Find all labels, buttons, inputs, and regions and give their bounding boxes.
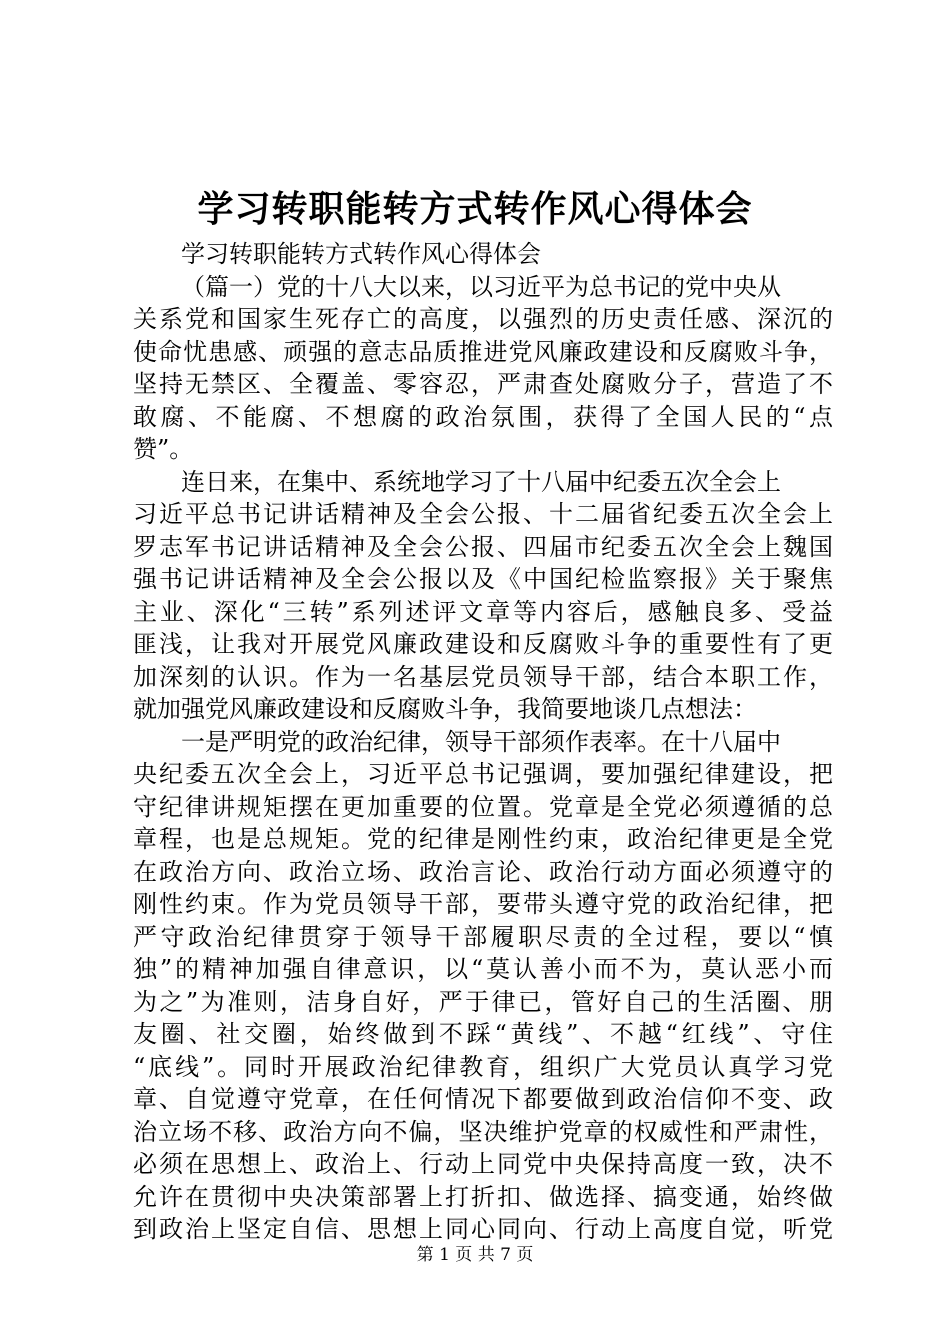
- text-line: 央纪委五次全会上，习近平总书记强调，要加强纪律建设，把: [133, 760, 833, 788]
- text-line: 治立场不移、政治方向不偏，坚决维护党章的权威性和严肃性，: [133, 1117, 833, 1146]
- text-line: 章程，也是总规矩。党的纪律是刚性约束，政治纪律更是全党: [133, 825, 833, 853]
- page-footer: 第 1 页 共 7 页: [416, 1245, 534, 1265]
- text-line: 敢腐、不能腐、不想腐的政治氛围，获得了全国人民的“点: [133, 402, 833, 431]
- text-line: 主业、深化“三转”系列述评文章等内容后，感触良多、受益: [133, 597, 833, 626]
- text-line: 使命忧患感、顽强的意志品质推进党风廉政建设和反腐败斗争，: [133, 337, 833, 366]
- text-line: 到政治上坚定自信、思想上同心同向、行动上高度自觉，听党: [133, 1215, 833, 1243]
- text-line: “底线”。同时开展政治纪律教育，组织广大党员认真学习党: [133, 1052, 833, 1081]
- text-line: 匪浅，让我对开展党风廉政建设和反腐败斗争的重要性有了更: [133, 630, 833, 658]
- text-line: 友圈、社交圈，始终做到不踩“黄线”、不越“红线”、守住: [133, 1020, 833, 1048]
- text-line: 习近平总书记讲话精神及全会公报、十二届省纪委五次全会上: [133, 500, 833, 528]
- text-line: 为之”为准则，洁身自好，严于律已，管好自己的生活圈、朋: [133, 987, 833, 1016]
- text-line: 学习转职能转方式转作风心得体会: [181, 240, 541, 268]
- text-line: 关系党和国家生死存亡的高度，以强烈的历史责任感、深沉的: [133, 305, 833, 333]
- text-line: 刚性约束。作为党员领导干部，要带头遵守党的政治纪律，把: [133, 890, 833, 918]
- text-line: 一是严明党的政治纪律，领导干部须作表率。在十八届中: [181, 727, 781, 756]
- text-line: 必须在思想上、政治上、行动上同党中央保持高度一致，决不: [133, 1150, 833, 1178]
- text-line: 赞”。: [133, 435, 194, 463]
- text-line: 守纪律讲规矩摆在更加重要的位置。党章是全党必须遵循的总: [133, 792, 833, 821]
- text-line: 允许在贯彻中央决策部署上打折扣、做选择、搞变通，始终做: [133, 1182, 833, 1211]
- text-line: 加深刻的认识。作为一名基层党员领导干部，结合本职工作，: [133, 662, 833, 691]
- document-body: [133, 238, 833, 1246]
- text-line: 连日来，在集中、系统地学习了十八届中纪委五次全会上: [181, 467, 781, 496]
- text-line: 严守政治纪律贯穿于领导干部履职尽责的全过程，要以“慎: [133, 922, 833, 951]
- text-line: 罗志军书记讲话精神及全会公报、四届市纪委五次全会上魏国: [133, 532, 833, 561]
- document-title: 学习转职能转方式转作风心得体会: [197, 188, 753, 230]
- text-line: 坚持无禁区、全覆盖、零容忍，严肃查处腐败分子，营造了不: [133, 370, 833, 398]
- text-line: 就加强党风廉政建设和反腐败斗争，我简要地谈几点想法：: [133, 695, 757, 723]
- text-line: （篇一）党的十八大以来，以习近平为总书记的党中央从: [181, 272, 781, 301]
- text-line: 强书记讲话精神及全会公报以及《中国纪检监察报》关于聚焦: [133, 565, 833, 593]
- text-line: 在政治方向、政治立场、政治言论、政治行动方面必须遵守的: [133, 857, 833, 886]
- text-line: 独”的精神加强自律意识，以“莫认善小而不为，莫认恶小而: [133, 955, 833, 983]
- text-line: 章、自觉遵守党章，在任何情况下都要做到政治信仰不变、政: [133, 1085, 833, 1113]
